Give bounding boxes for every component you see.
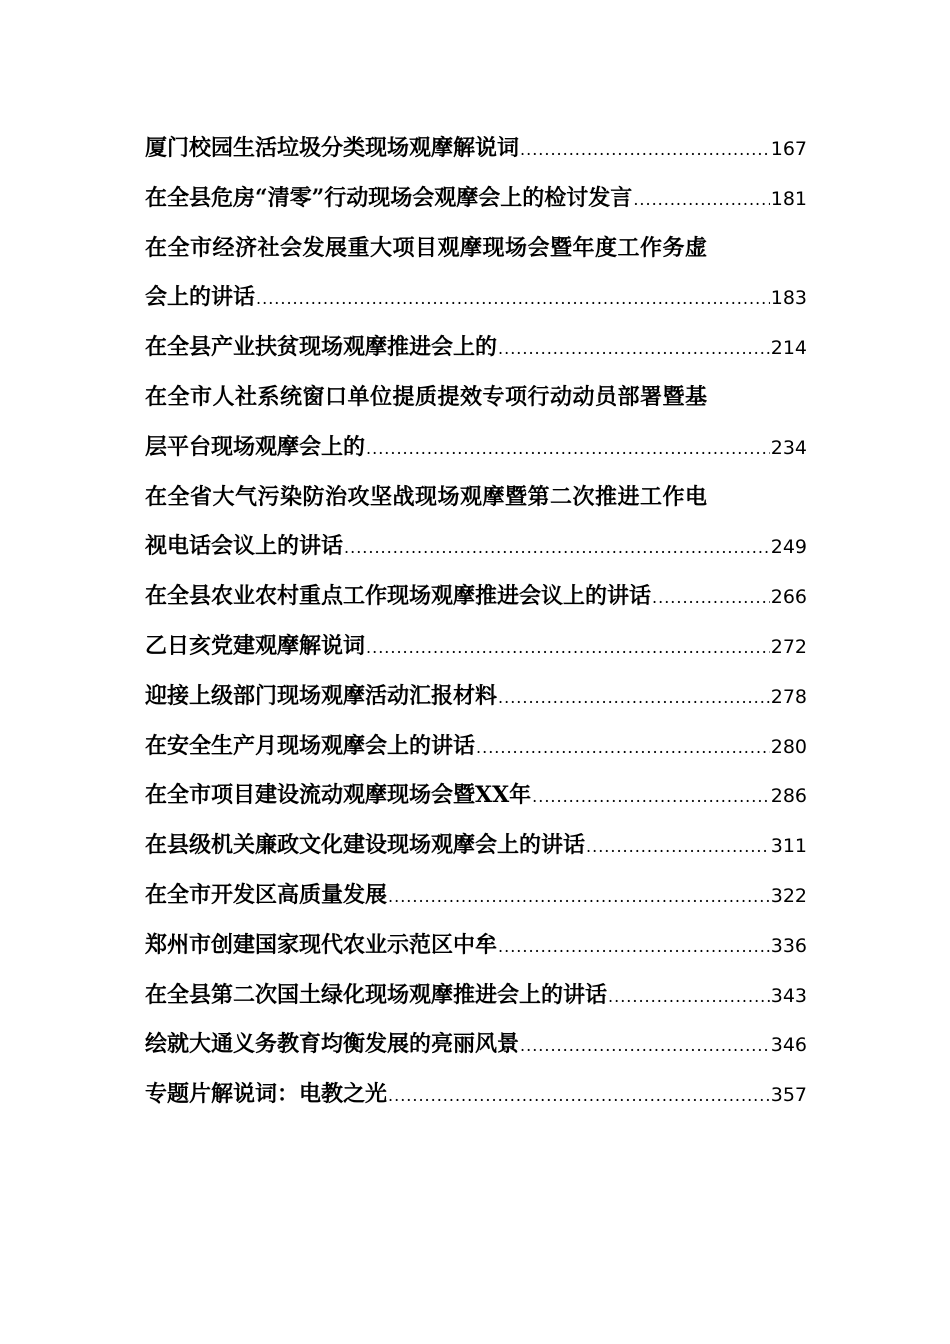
- toc-entry-title: 在全省大气污染防治攻坚战现场观摩暨第二次推进工作电: [145, 483, 708, 510]
- toc-entry[interactable]: [145, 174, 807, 224]
- table-of-contents: [145, 124, 807, 1120]
- toc-entry[interactable]: [145, 871, 807, 921]
- dot-leader: [256, 274, 770, 324]
- toc-entry-title: 在全市经济社会发展重大项目观摩现场会暨年度工作务虚: [145, 234, 708, 261]
- toc-page-number: 181: [770, 187, 807, 210]
- dot-leader: [652, 573, 770, 623]
- dot-leader: [520, 1021, 770, 1071]
- dot-leader: [498, 673, 770, 723]
- dot-leader: [633, 175, 769, 225]
- toc-page-number: 311: [770, 835, 807, 858]
- toc-entry-line: [145, 672, 807, 722]
- toc-entry-line: [145, 1020, 807, 1070]
- toc-entry-line: [145, 622, 807, 672]
- toc-entry-title: 乙日亥党建观摩解说词: [145, 632, 366, 659]
- toc-entry-title: 在全县产业扶贫现场观摩推进会上的: [145, 334, 498, 361]
- toc-entry-line: [145, 821, 807, 871]
- toc-entry[interactable]: [145, 821, 807, 871]
- toc-page-number: 249: [770, 536, 807, 559]
- toc-entry-line: [145, 423, 807, 473]
- toc-page-number: 346: [770, 1034, 807, 1057]
- toc-entry-title: 在全县危房“清零”行动现场会观摩会上的检讨发言: [145, 184, 633, 211]
- toc-page-number: 343: [770, 984, 807, 1007]
- toc-entry-line: [145, 871, 807, 921]
- toc-entry-line: [145, 921, 807, 971]
- toc-entry-title: 绘就大通义务教育均衡发展的亮丽风景: [145, 1031, 520, 1058]
- toc-entry-title: 在全县农业农村重点工作现场观摩推进会议上的讲话: [145, 583, 652, 610]
- toc-page-number: 286: [770, 785, 807, 808]
- toc-entry-title: 在全县第二次国土绿化现场观摩推进会上的讲话: [145, 981, 608, 1008]
- toc-entry-title: 在安全生产月现场观摩会上的讲话: [145, 732, 476, 759]
- toc-page-number: 278: [770, 685, 807, 708]
- toc-entry-line: [145, 124, 807, 174]
- toc-page-number: 336: [770, 934, 807, 957]
- toc-page-number: 214: [770, 337, 807, 360]
- toc-entry-title-continued: 会上的讲话: [145, 284, 256, 311]
- toc-page-number: 322: [770, 884, 807, 907]
- toc-entry-line: [145, 273, 807, 323]
- dot-leader: [520, 125, 770, 175]
- toc-entry[interactable]: [145, 672, 807, 722]
- toc-entry[interactable]: [145, 224, 807, 324]
- toc-entry[interactable]: [145, 1070, 807, 1120]
- toc-page-number: 272: [770, 635, 807, 658]
- toc-page-number: 234: [770, 436, 807, 459]
- toc-entry-title: 郑州市创建国家现代农业示范区中牟: [145, 931, 498, 958]
- toc-entry-title-continued: 视电话会议上的讲话: [145, 533, 344, 560]
- toc-entry-title: 在全市项目建设流动观摩现场会暨XX年: [145, 782, 532, 809]
- dot-leader: [532, 772, 770, 822]
- toc-page-number: 357: [770, 1084, 807, 1107]
- toc-entry-line: [145, 572, 807, 622]
- toc-entry[interactable]: [145, 771, 807, 821]
- toc-entry[interactable]: [145, 572, 807, 622]
- dot-leader: [388, 872, 770, 922]
- toc-page-number: 280: [770, 735, 807, 758]
- toc-entry-title-continued: 层平台现场观摩会上的: [145, 433, 366, 460]
- toc-entry-line: [145, 522, 807, 572]
- toc-page-number: 266: [770, 586, 807, 609]
- toc-entry[interactable]: [145, 373, 807, 473]
- dot-leader: [608, 972, 770, 1022]
- toc-entry-line: [145, 722, 807, 772]
- toc-entry[interactable]: [145, 722, 807, 772]
- toc-entry[interactable]: [145, 323, 807, 373]
- toc-entry-line: [145, 473, 807, 523]
- dot-leader: [498, 324, 770, 374]
- toc-entry-title: 在全市开发区高质量发展: [145, 881, 388, 908]
- toc-entry-line: [145, 373, 807, 423]
- dot-leader: [586, 822, 770, 872]
- toc-entry[interactable]: [145, 971, 807, 1021]
- toc-entry-title: 厦门校园生活垃圾分类现场观摩解说词: [145, 135, 520, 161]
- dot-leader: [498, 922, 770, 972]
- dot-leader: [388, 1071, 770, 1121]
- dot-leader: [476, 723, 770, 773]
- toc-page-number: 167: [770, 138, 807, 160]
- toc-entry[interactable]: [145, 1020, 807, 1070]
- dot-leader: [366, 623, 770, 673]
- toc-entry-line: [145, 971, 807, 1021]
- toc-entry-line: [145, 174, 807, 224]
- toc-entry-title: 专题片解说词：电教之光: [145, 1081, 388, 1108]
- toc-page-number: 183: [770, 287, 807, 310]
- toc-entry[interactable]: [145, 921, 807, 971]
- dot-leader: [366, 424, 770, 474]
- toc-entry-title: 迎接上级部门现场观摩活动汇报材料: [145, 682, 498, 709]
- toc-entry-title: 在县级机关廉政文化建设现场观摩会上的讲话: [145, 832, 586, 859]
- toc-entry-line: [145, 771, 807, 821]
- toc-entry-line: [145, 224, 807, 274]
- dot-leader: [344, 523, 770, 573]
- toc-entry[interactable]: [145, 473, 807, 573]
- toc-entry[interactable]: [145, 124, 807, 174]
- toc-entry-title: 在全市人社系统窗口单位提质提效专项行动动员部署暨基: [145, 383, 708, 410]
- toc-entry-line: [145, 1070, 807, 1120]
- toc-entry[interactable]: [145, 622, 807, 672]
- toc-entry-line: [145, 323, 807, 373]
